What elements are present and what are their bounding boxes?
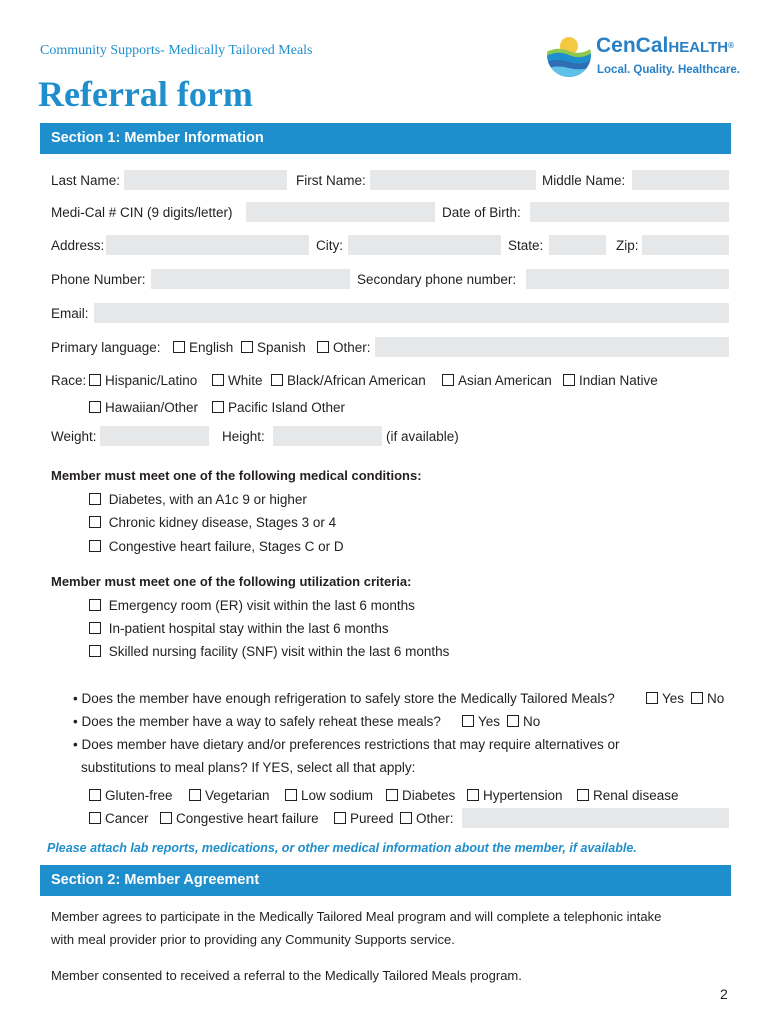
cencal-logo [546,32,740,80]
email-label: Email: [51,306,89,321]
diet-other-field[interactable] [462,808,729,828]
consent-paragraph: Member consented to received a referral to the Medically Tailored Meals program. [51,968,522,983]
checkbox-icon[interactable] [89,812,101,824]
checkbox-icon[interactable] [160,812,172,824]
med-option-1[interactable] [89,492,307,508]
race-asian-option[interactable] [442,373,552,389]
med-option-1-label: Diabetes, with an A1c 9 or higher [108,492,307,507]
weight-field[interactable] [100,426,209,446]
agreement-paragraph-line2: with meal provider prior to providing any Community Supports service. [51,932,455,947]
section-1-header [40,123,731,154]
checkbox-icon[interactable] [89,789,101,801]
diet-sodium-label: Low sodium [301,788,374,803]
page-title: Referral form [38,74,253,114]
state-field[interactable] [549,235,606,255]
dob-label: Date of Birth: [442,205,521,220]
checkbox-icon[interactable] [317,341,329,353]
checkbox-icon[interactable] [691,692,703,704]
diet-chf-option[interactable] [160,811,319,827]
question-reheat: • Does the member have a way to safely reheat these meals? [73,714,441,729]
race-indian-option[interactable] [563,373,658,389]
phone-label: Phone Number: [51,272,146,287]
race-pacific-option[interactable] [212,400,345,416]
diet-sodium-option[interactable] [285,788,373,804]
race-indian-label: Indian Native [579,373,658,388]
lang-spanish-option[interactable] [241,340,306,356]
first-name-field[interactable] [370,170,536,190]
checkbox-icon[interactable] [89,401,101,413]
question-refrigeration: • Does the member have enough refrigeration to safely store the Medically Tailored Meals? [73,691,615,706]
last-name-label: Last Name: [51,173,121,188]
diet-veg-label: Vegetarian [205,788,270,803]
height-field[interactable] [273,426,382,446]
secondary-phone-field[interactable] [526,269,729,289]
state-label: State: [508,238,544,253]
diet-pureed-option[interactable] [334,811,394,827]
util-option-3[interactable] [89,644,449,660]
race-label: Race: [51,373,87,388]
checkbox-icon[interactable] [89,540,101,552]
checkbox-icon[interactable] [173,341,185,353]
q1-yes-label: Yes [662,691,685,706]
util-option-2[interactable] [89,621,389,637]
section-2-title: Section 2: Member Agreement [51,872,260,888]
checkbox-icon[interactable] [563,374,575,386]
q2-no-label: No [523,714,541,729]
checkbox-icon[interactable] [89,493,101,505]
checkbox-icon[interactable] [462,715,474,727]
height-label: Height: [222,429,265,444]
section-2-header [40,865,731,896]
race-white-option[interactable] [212,373,263,389]
checkbox-icon[interactable] [577,789,589,801]
zip-field[interactable] [642,235,729,255]
question-dietary-line2: substitutions to meal plans? If YES, select all that apply: [81,760,416,775]
middle-name-field[interactable] [632,170,729,190]
race-black-label: Black/African American [287,373,426,388]
checkbox-icon[interactable] [400,812,412,824]
diet-cancer-option[interactable] [89,811,149,827]
secondary-phone-label: Secondary phone number: [357,272,517,287]
diet-diabetes-label: Diabetes [402,788,456,803]
race-hispanic-option[interactable] [89,373,197,389]
checkbox-icon[interactable] [212,374,224,386]
email-field[interactable] [94,303,729,323]
agreement-paragraph-line1: Member agrees to participate in the Medically Tailored Meal program and will complete a telephonic intake [51,909,662,924]
checkbox-icon[interactable] [212,401,224,413]
race-black-option[interactable] [271,373,426,389]
logo-mark-icon [546,32,592,78]
attach-note: Please attach lab reports, medications, or other medical information about the member, if available. [47,841,637,855]
logo-health: HEALTH [668,39,729,56]
logo-name: CenCal [596,34,669,57]
race-hawaiian-label: Hawaiian/Other [105,400,199,415]
first-name-label: First Name: [296,173,366,188]
lang-other-label: Other: [333,340,371,355]
diet-hypertension-option[interactable] [467,788,563,804]
checkbox-icon[interactable] [89,622,101,634]
phone-field[interactable] [151,269,350,289]
diet-pureed-label: Pureed [350,811,394,826]
diet-other-label: Other: [416,811,454,826]
med-option-3[interactable] [89,539,344,555]
checkbox-icon[interactable] [334,812,346,824]
checkbox-icon[interactable] [89,516,101,528]
checkbox-icon[interactable] [467,789,479,801]
q2-yes-option[interactable] [462,714,500,730]
weight-label: Weight: [51,429,97,444]
diet-renal-option[interactable] [577,788,679,804]
util-option-3-label: Skilled nursing facility (SNF) visit within the last 6 months [108,644,450,659]
lang-english-option[interactable] [173,340,233,356]
util-option-2-label: In-patient hospital stay within the last 6 months [108,621,389,636]
checkbox-icon[interactable] [386,789,398,801]
middle-name-label: Middle Name: [542,173,626,188]
diet-gluten-option[interactable] [89,788,173,804]
med-option-3-label: Congestive heart failure, Stages C or D [108,539,344,554]
diet-other-option[interactable] [400,811,454,827]
checkbox-icon[interactable] [285,789,297,801]
checkbox-icon[interactable] [646,692,658,704]
checkbox-icon[interactable] [241,341,253,353]
section-1-title: Section 1: Member Information [51,130,264,146]
race-asian-label: Asian American [458,373,552,388]
q1-no-label: No [707,691,725,706]
diet-diabetes-option[interactable] [386,788,455,804]
util-option-1-label: Emergency room (ER) visit within the last 6 months [108,598,415,613]
medi-cal-field[interactable] [246,202,435,222]
checkbox-icon[interactable] [89,374,101,386]
race-hawaiian-option[interactable] [89,400,198,416]
question-dietary-line1: • Does member have dietary and/or preferences restrictions that may require alternatives or [73,737,620,752]
q1-yes-option[interactable] [646,691,684,707]
q1-no-option[interactable] [691,691,724,707]
lang-spanish-label: Spanish [257,340,306,355]
city-field[interactable] [348,235,501,255]
address-field[interactable] [106,235,309,255]
diet-cancer-label: Cancer [105,811,149,826]
checkbox-icon[interactable] [271,374,283,386]
dob-field[interactable] [530,202,729,222]
med-option-2[interactable] [89,515,336,531]
med-option-2-label: Chronic kidney disease, Stages 3 or 4 [108,515,337,530]
diet-hypertension-label: Hypertension [483,788,563,803]
diet-renal-label: Renal disease [593,788,679,803]
q2-no-option[interactable] [507,714,540,730]
checkbox-icon[interactable] [89,599,101,611]
last-name-field[interactable] [124,170,287,190]
utilization-heading: Member must meet one of the following utilization criteria: [51,574,412,589]
zip-label: Zip: [616,238,639,253]
medi-cal-label: Medi-Cal # CIN (9 digits/letter) [51,205,233,220]
address-label: Address: [51,238,105,253]
if-available-note: (if available) [386,429,459,444]
util-option-1[interactable] [89,598,415,614]
race-white-label: White [228,373,263,388]
form-subtitle: Community Supports- Medically Tailored Meals [40,43,313,58]
logo-tagline: Local. Quality. Healthcare. [597,64,740,76]
checkbox-icon[interactable] [507,715,519,727]
lang-english-label: English [189,340,234,355]
race-pacific-label: Pacific Island Other [228,400,346,415]
diet-veg-option[interactable] [189,788,270,804]
race-hispanic-label: Hispanic/Latino [105,373,198,388]
page-number: 2 [720,986,728,1002]
checkbox-icon[interactable] [189,789,201,801]
checkbox-icon[interactable] [89,645,101,657]
checkbox-icon[interactable] [442,374,454,386]
medical-conditions-heading: Member must meet one of the following medical conditions: [51,468,422,483]
q2-yes-label: Yes [478,714,501,729]
city-label: City: [316,238,343,253]
primary-language-label: Primary language: [51,340,161,355]
lang-other-field[interactable] [375,337,729,357]
diet-chf-label: Congestive heart failure [176,811,319,826]
lang-other-option[interactable] [317,340,371,356]
diet-gluten-label: Gluten-free [105,788,173,803]
logo-registered: ® [728,41,734,50]
